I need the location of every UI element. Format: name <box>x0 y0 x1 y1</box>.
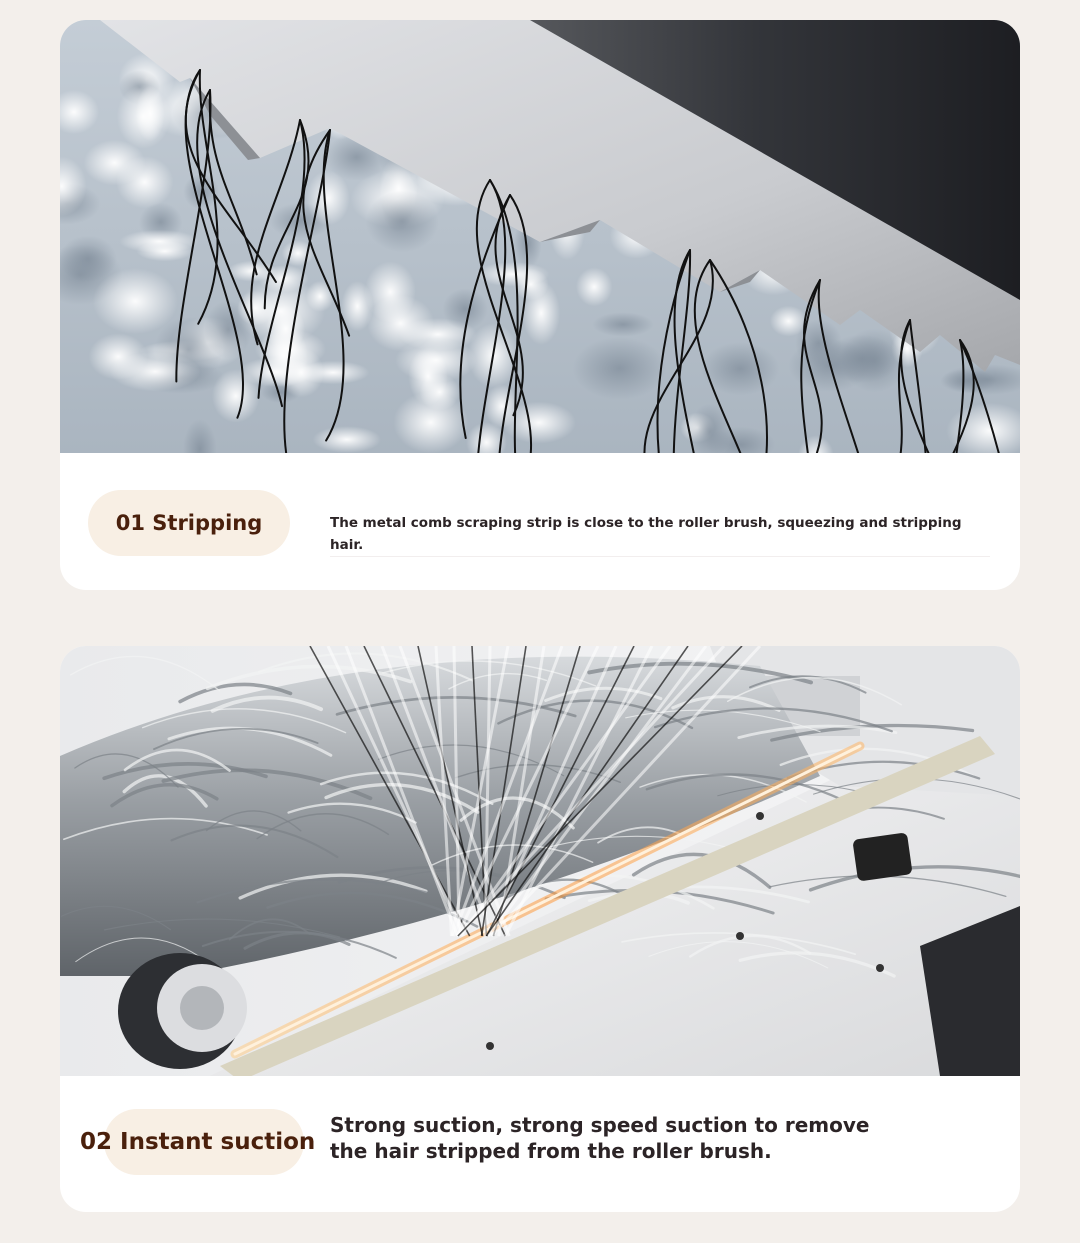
feature-description: The metal comb scraping strip is close to the roller brush, squeezing and stripping hair. <box>330 512 990 557</box>
feature-title-pill <box>88 490 290 556</box>
feature-description: Strong suction, strong speed suction to remove the hair stripped from the roller brush. <box>330 1113 870 1163</box>
feature-title: 01 Stripping <box>115 511 263 535</box>
feature-card-instant-suction <box>60 646 1020 1212</box>
roller-brush-suction-illustration <box>60 646 1020 1076</box>
comb-scraper-illustration <box>60 20 1020 453</box>
feature-title: 02 Instant suction <box>80 1129 316 1155</box>
feature-card-stripping <box>60 20 1020 590</box>
feature-title-pill <box>80 1109 316 1175</box>
